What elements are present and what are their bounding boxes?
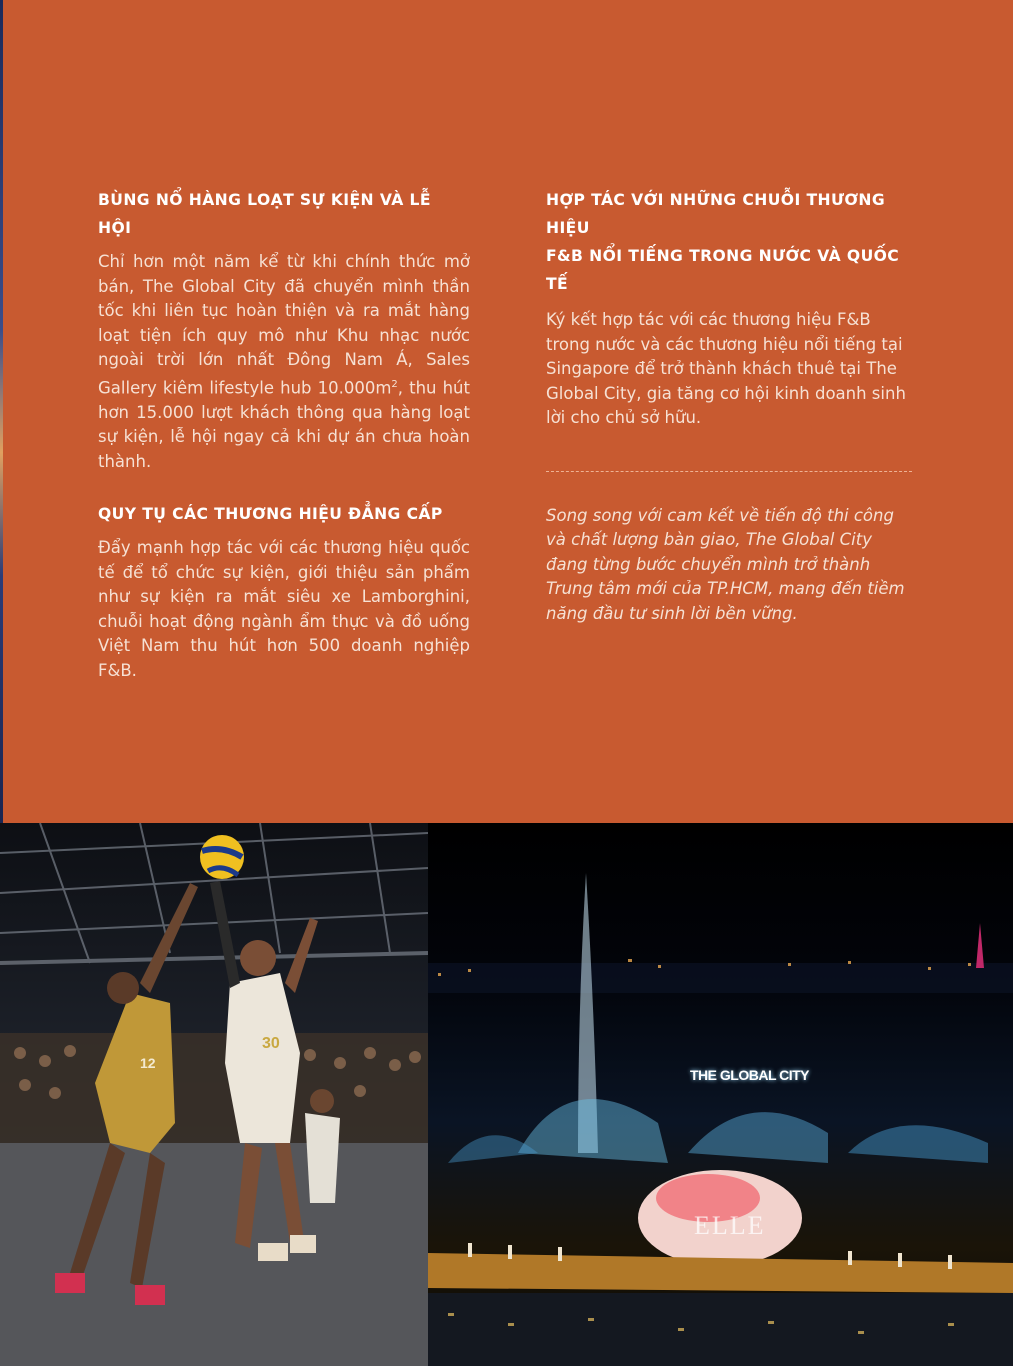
jersey-number-front: 30 [262, 1035, 280, 1052]
section-brands-body: Đẩy mạnh hợp tác với các thương hiệu quốc tế để tổ chức sự kiện, giới thiệu sản phẩm như sự kiện ra mắt siêu xe Lamborghini, chuỗi hoạt động ngành ẩm thực và đồ uống Việt Nam thu hút hơn 500 doanh nghiệp F&B. [98, 538, 470, 680]
section-fnb-heading-line2: F&B NỔI TIẾNG TRONG NƯỚC VÀ QUỐC TẾ [546, 247, 900, 293]
the-global-city-sign: THE GLOBAL CITY [690, 1067, 810, 1083]
left-column [98, 186, 470, 683]
right-column [546, 186, 918, 626]
section-events-body-part1: Chỉ hơn một năm kể từ khi chính thức mở bán, The Global City đã chuyển mình thần tốc khi liên tục hoàn thiện và ra mắt hàng loạt tiện ích quy mô như Khu nhạc nước ngoài trời lớn nhất Đông Nam Á, Sales Gallery kiêm lifestyle hub 10.000m [98, 252, 470, 397]
section-fnb-heading-line1: HỢP TÁC VỚI NHỮNG CHUỖI THƯƠNG HIỆU [546, 191, 886, 237]
section-events-body-superscript: 2 [391, 378, 398, 390]
basketball-photo [0, 823, 428, 1366]
jersey-number-back: 12 [140, 1055, 156, 1071]
section-events-body [98, 250, 470, 474]
section-events-body-part2: , thu hút hơn 15.000 lượt khách thông qua hàng loạt sự kiện, lễ hội ngay cả khi dự án chưa hoàn thành. [98, 378, 470, 471]
closing-quote: Song song với cam kết về tiến độ thi công và chất lượng bàn giao, The Global City đang từng bước chuyển mình trở thành Trung tâm mới của TP.HCM, mang đến tiềm năng đầu tư sinh lời bền vững. [546, 505, 905, 623]
dashed-divider [546, 471, 912, 472]
photo-strip [0, 823, 1013, 1366]
water-show-photo [428, 823, 1013, 1366]
elle-dome-logo: ELLE [694, 1211, 766, 1240]
volleyball [200, 835, 244, 879]
section-fnb-body: Ký kết hợp tác với các thương hiệu F&B trong nước và các thương hiệu nổi tiếng tại Singapore để trở thành khách thuê tại The Global City, gia tăng cơ hội kinh doanh sinh lời cho chủ sở hữu. [546, 310, 906, 427]
section-events-heading: BÙNG NỔ HÀNG LOẠT SỰ KIỆN VÀ LỄ HỘI [98, 191, 431, 237]
section-fnb-heading [546, 186, 918, 298]
section-brands-heading: QUY TỤ CÁC THƯƠNG HIỆU ĐẲNG CẤP [98, 505, 443, 523]
